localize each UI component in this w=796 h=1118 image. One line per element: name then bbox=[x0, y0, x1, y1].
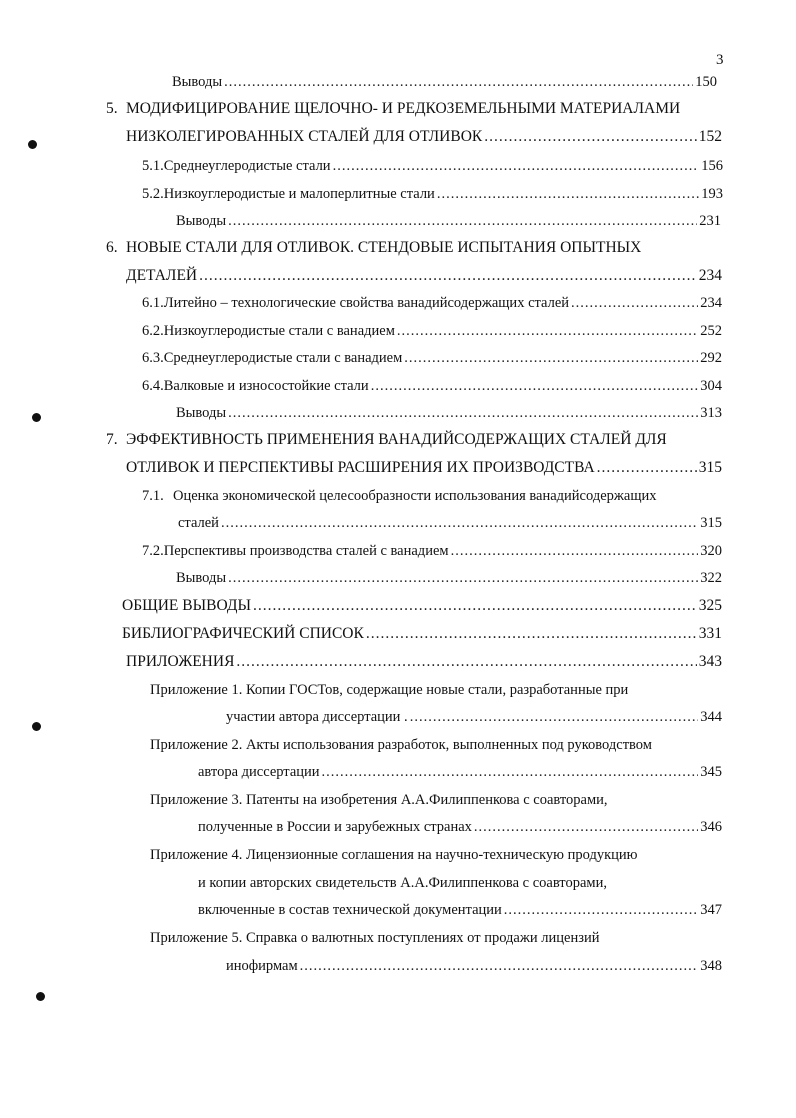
leader-dots bbox=[221, 512, 698, 534]
entry-page: 234 bbox=[698, 267, 722, 284]
entry-number: 6.3. bbox=[142, 350, 164, 366]
leader-dots bbox=[224, 71, 693, 93]
entry-title: Выводы bbox=[172, 74, 223, 90]
leader-dots bbox=[322, 761, 699, 783]
entry-title: полученные в России и зарубежных странах bbox=[198, 819, 472, 835]
leader-dots bbox=[474, 816, 698, 838]
leader-dots bbox=[571, 292, 698, 314]
entry-title: ПРИЛОЖЕНИЯ bbox=[126, 653, 235, 670]
entry-page: 315 bbox=[700, 515, 722, 531]
toc-appendices bbox=[126, 651, 722, 673]
toc-chapter-7 bbox=[106, 429, 667, 451]
binding-hole-mark bbox=[28, 140, 37, 149]
toc-chapter-7-cont bbox=[126, 457, 722, 479]
toc-section-7-1 bbox=[142, 485, 657, 507]
entry-page: 331 bbox=[698, 625, 722, 642]
leader-dots bbox=[199, 265, 697, 287]
toc-general-conclusions bbox=[122, 595, 722, 617]
entry-page: 150 bbox=[695, 74, 717, 90]
entry-page: 320 bbox=[700, 543, 722, 559]
toc-appendix-4-cont-2 bbox=[198, 899, 722, 921]
toc-entry-conclusions-7 bbox=[176, 567, 722, 589]
toc-chapter-6 bbox=[106, 237, 641, 259]
entry-title: Литейно – технологические свойства ванадийсодержащих сталей bbox=[163, 295, 570, 311]
entry-page: 231 bbox=[699, 213, 721, 229]
entry-title: Приложение 5. Справка о валютных поступлениях от продажи лицензий bbox=[150, 930, 600, 946]
toc-entry-conclusions-5 bbox=[172, 71, 717, 93]
binding-hole-mark bbox=[36, 992, 45, 1001]
toc-section-6-3 bbox=[142, 347, 722, 369]
entry-number: 6.2. bbox=[142, 323, 164, 339]
leader-dots bbox=[371, 375, 699, 397]
entry-page: 156 bbox=[701, 158, 723, 174]
toc-section-7-2 bbox=[142, 540, 722, 562]
entry-number: 5.1. bbox=[142, 158, 164, 174]
entry-page: 315 bbox=[698, 459, 722, 476]
entry-title: Выводы bbox=[176, 570, 227, 586]
entry-title: включенные в состав технической документации bbox=[198, 902, 502, 918]
entry-title: Выводы bbox=[176, 213, 227, 229]
entry-title: Приложение 2. Акты использования разработок, выполненных под руководством bbox=[150, 737, 652, 753]
toc-appendix-1 bbox=[150, 679, 628, 701]
entry-number: 7. bbox=[106, 431, 118, 448]
page-number: 3 bbox=[716, 52, 724, 68]
entry-title: сталей bbox=[178, 515, 219, 531]
entry-title: МОДИФИЦИРОВАНИЕ ЩЕЛОЧНО- И РЕДКОЗЕМЕЛЬНЫМИ МАТЕРИАЛАМИ bbox=[126, 100, 681, 117]
toc-entry-conclusions-6 bbox=[176, 402, 722, 424]
entry-number: 6.1. bbox=[142, 295, 164, 311]
binding-hole-mark bbox=[32, 413, 41, 422]
leader-dots bbox=[300, 955, 699, 977]
entry-title: Среднеуглеродистые стали с ванадием bbox=[163, 350, 403, 366]
entry-title: Валковые и износостойкие стали bbox=[163, 378, 369, 394]
entry-page: 234 bbox=[700, 295, 722, 311]
entry-page: 252 bbox=[700, 323, 722, 339]
entry-page: 322 bbox=[700, 570, 722, 586]
binding-hole-mark bbox=[32, 722, 41, 731]
entry-page: 343 bbox=[698, 653, 722, 670]
entry-number: 5.2. bbox=[142, 186, 164, 202]
entry-title: БИБЛИОГРАФИЧЕСКИЙ СПИСОК bbox=[122, 625, 364, 642]
toc-entry-conclusions-5b bbox=[176, 210, 721, 232]
toc-section-5-1 bbox=[142, 155, 723, 177]
toc-appendix-4-cont bbox=[198, 872, 607, 894]
entry-title: инофирмам bbox=[226, 958, 298, 974]
toc-chapter-5 bbox=[106, 98, 680, 120]
entry-number: 7.2. bbox=[142, 543, 164, 559]
leader-dots bbox=[236, 651, 696, 673]
toc-chapter-5-cont bbox=[126, 126, 722, 148]
entry-title: НИЗКОЛЕГИРОВАННЫХ СТАЛЕЙ ДЛЯ ОТЛИВОК bbox=[126, 128, 483, 145]
toc-appendix-5-cont bbox=[226, 955, 722, 977]
toc-bibliography bbox=[122, 623, 722, 645]
toc-appendix-4 bbox=[150, 844, 638, 866]
entry-title: Выводы bbox=[176, 405, 227, 421]
toc-section-5-2 bbox=[142, 183, 723, 205]
toc-section-6-2 bbox=[142, 320, 722, 342]
leader-dots bbox=[228, 567, 698, 589]
entry-page: 313 bbox=[700, 405, 722, 421]
entry-title: Низкоуглеродистые стали с ванадием bbox=[163, 323, 395, 339]
entry-number: 6. bbox=[106, 239, 118, 256]
leader-dots bbox=[333, 155, 700, 177]
entry-page: 152 bbox=[698, 128, 722, 145]
entry-title: ОБЩИЕ ВЫВОДЫ bbox=[122, 597, 251, 614]
toc-appendix-3 bbox=[150, 789, 608, 811]
entry-title: Оценка экономической целесообразности использования ванадийсодержащих bbox=[173, 488, 657, 504]
entry-title: участии автора диссертации . bbox=[226, 709, 408, 725]
leader-dots bbox=[410, 706, 699, 728]
leader-dots bbox=[228, 210, 697, 232]
entry-page: 304 bbox=[700, 378, 722, 394]
entry-title: Низкоуглеродистые и малоперлитные стали bbox=[163, 186, 435, 202]
entry-title: ОТЛИВОК И ПЕРСПЕКТИВЫ РАСШИРЕНИЯ ИХ ПРОИЗВОДСТВА bbox=[126, 459, 595, 476]
leader-dots bbox=[484, 126, 697, 148]
toc-section-7-1-cont bbox=[178, 512, 722, 534]
toc-appendix-3-cont bbox=[198, 816, 722, 838]
entry-title: ЭФФЕКТИВНОСТЬ ПРИМЕНЕНИЯ ВАНАДИЙСОДЕРЖАЩИХ СТАЛЕЙ ДЛЯ bbox=[126, 431, 667, 448]
toc-appendix-2 bbox=[150, 734, 652, 756]
entry-title: Приложение 4. Лицензионные соглашения на научно-техническую продукцию bbox=[150, 847, 638, 863]
entry-title: автора диссертации bbox=[198, 764, 320, 780]
entry-page: 348 bbox=[700, 958, 722, 974]
leader-dots bbox=[451, 540, 699, 562]
entry-page: 193 bbox=[701, 186, 723, 202]
leader-dots bbox=[366, 623, 697, 645]
leader-dots bbox=[253, 595, 697, 617]
toc-appendix-2-cont bbox=[198, 761, 722, 783]
toc-section-6-4 bbox=[142, 375, 722, 397]
toc-section-6-1 bbox=[142, 292, 722, 314]
entry-page: 345 bbox=[700, 764, 722, 780]
entry-page: 346 bbox=[700, 819, 722, 835]
leader-dots bbox=[397, 320, 698, 342]
toc-chapter-6-cont bbox=[126, 265, 722, 287]
entry-title: Среднеуглеродистые стали bbox=[163, 158, 331, 174]
entry-title: Приложение 3. Патенты на изобретения А.А.Филиппенкова с соавторами, bbox=[150, 792, 608, 808]
entry-title: ДЕТАЛЕЙ bbox=[126, 267, 198, 284]
entry-title: и копии авторских свидетельств А.А.Филиппенкова с соавторами, bbox=[198, 875, 607, 891]
entry-page: 347 bbox=[700, 902, 722, 918]
leader-dots bbox=[437, 183, 699, 205]
entry-title: Приложение 1. Копии ГОСТов, содержащие новые стали, разработанные при bbox=[150, 682, 629, 698]
entry-number: 5. bbox=[106, 100, 118, 117]
entry-title: Перспективы производства сталей с ванадием bbox=[163, 543, 449, 559]
toc-appendix-1-cont bbox=[226, 706, 722, 728]
leader-dots bbox=[504, 899, 698, 921]
entry-number: 7.1. bbox=[142, 488, 164, 504]
leader-dots bbox=[404, 347, 698, 369]
leader-dots bbox=[228, 402, 698, 424]
leader-dots bbox=[597, 457, 697, 479]
entry-page: 344 bbox=[700, 709, 722, 725]
toc-appendix-5 bbox=[150, 927, 599, 949]
entry-number: 6.4. bbox=[142, 378, 164, 394]
entry-page: 292 bbox=[700, 350, 722, 366]
entry-page: 325 bbox=[698, 597, 722, 614]
entry-title: НОВЫЕ СТАЛИ ДЛЯ ОТЛИВОК. СТЕНДОВЫЕ ИСПЫТАНИЯ ОПЫТНЫХ bbox=[126, 239, 642, 256]
